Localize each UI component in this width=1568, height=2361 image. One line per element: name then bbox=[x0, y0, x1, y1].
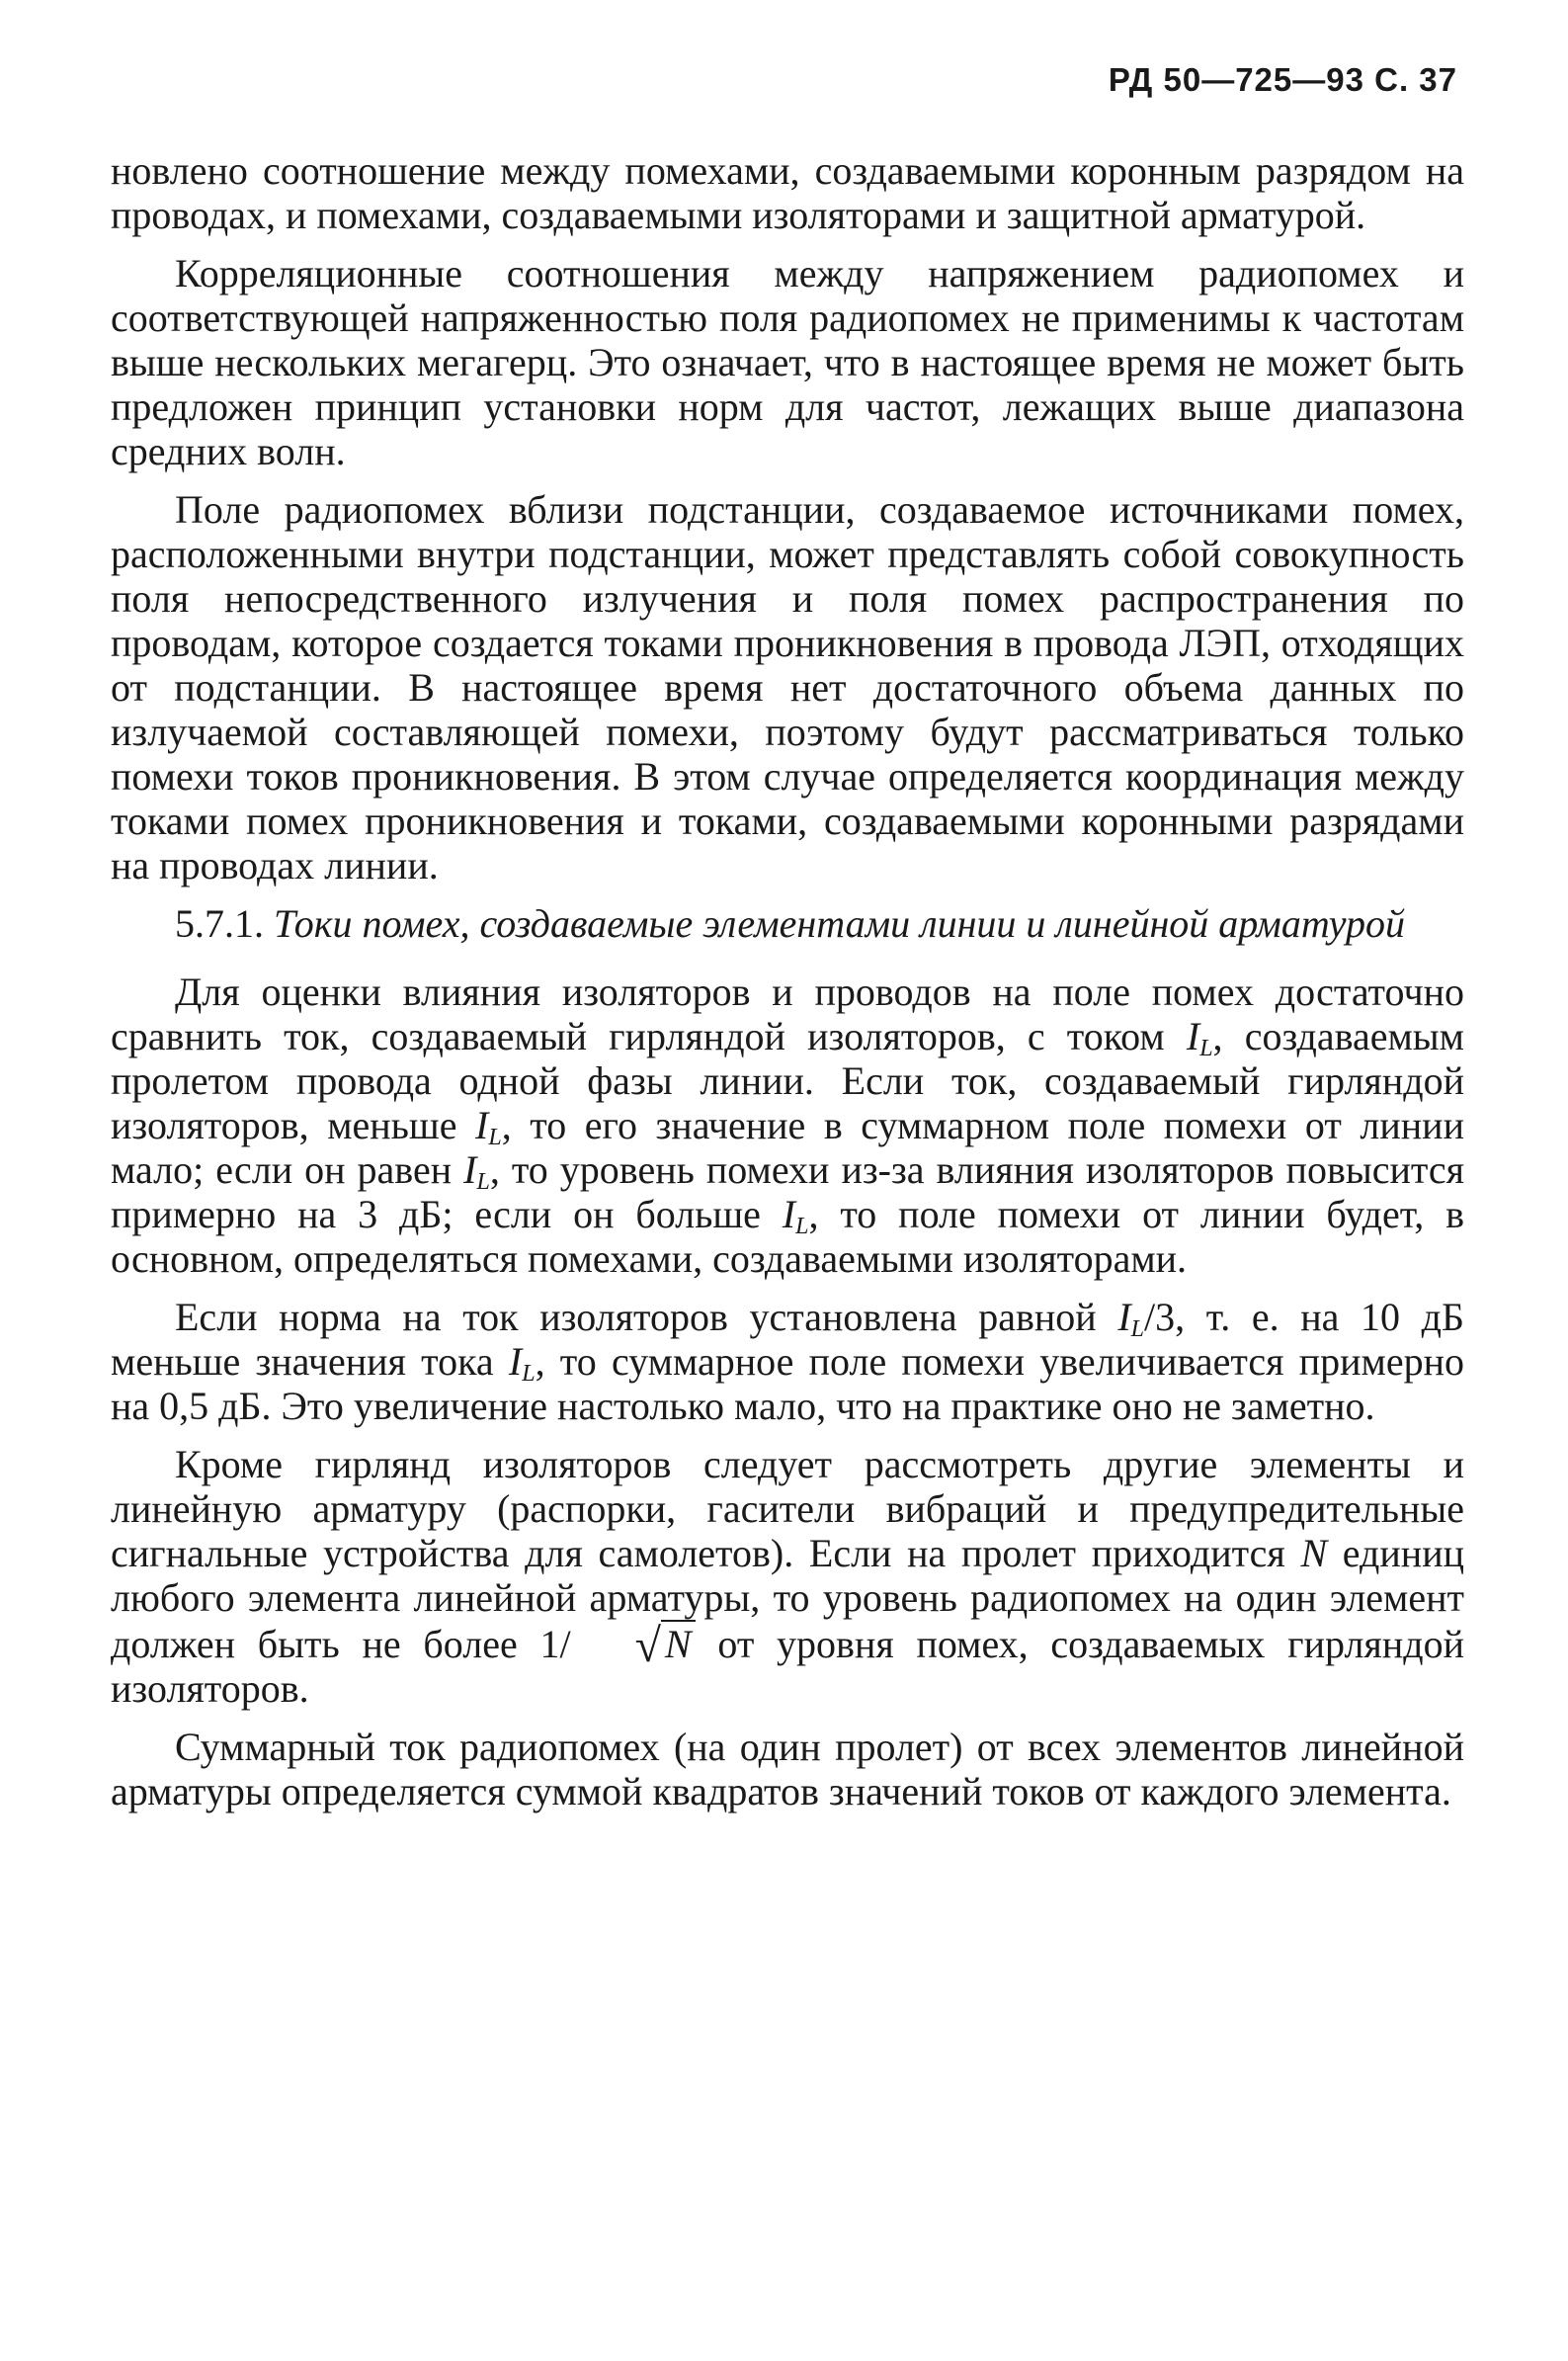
text-fragment: , то поле помехи от линии будет, в основном, определяться помехами, создаваемыми изоляторами. bbox=[111, 1192, 1464, 1281]
paragraph-insulator-comparison bbox=[111, 970, 1464, 1281]
section-heading-5-7-1 bbox=[111, 901, 1464, 946]
text-fragment: , то его значение в суммарном поле помехи от линии мало; если он равен bbox=[111, 1103, 1464, 1192]
paragraph-line-fittings bbox=[111, 1442, 1464, 1711]
page-header: РД 50—725—93 С. 37 bbox=[1108, 61, 1457, 98]
symbol-il: $I_L$ bbox=[475, 1103, 502, 1150]
text-fragment: , то уровень помехи из-за влияния изоляторов повысится примерно на 3 дБ; если он больше bbox=[111, 1147, 1465, 1236]
paragraph-norm bbox=[111, 1295, 1464, 1428]
symbol-il: $I_L$ bbox=[1186, 1014, 1213, 1061]
paragraph-continuation: новлено соотношение между помехами, создаваемыми коронным разрядом на проводах, и помехами, создаваемыми изоляторами и защитной арматурой. bbox=[111, 148, 1464, 237]
body-text bbox=[111, 148, 1464, 1827]
symbol-il: $I_L$ bbox=[1117, 1295, 1145, 1342]
text-fragment: от уровня помех, создаваемых гирляндой изоляторов. bbox=[111, 1622, 1464, 1711]
section-title: Токи помех, создаваемые элементами линии и линейной арматурой bbox=[264, 901, 1405, 946]
symbol-n: N bbox=[1300, 1531, 1328, 1575]
paragraph-total-current: Суммарный ток радиопомех (на один пролет) от всех элементов линейной арматуры определяется суммой квадратов значений токов от каждого элемента. bbox=[111, 1725, 1464, 1813]
text-fragment: /3, т. е. на 10 дБ меньше значения тока bbox=[111, 1295, 1464, 1384]
text-fragment: , то суммарное поле помехи увеличивается примерно на 0,5 дБ. Это увеличение настолько мало, что на практике оно не заметно. bbox=[111, 1339, 1464, 1428]
symbol-il: $I_L$ bbox=[508, 1339, 536, 1387]
text-fragment: единиц любого элемента линейной арматуры, то уровень радиопомех на один элемент должен быть не более bbox=[111, 1531, 1465, 1666]
paragraph-correlation: Корреляционные соотношения между напряжением радиопомех и соответствующей напряженностью поля радиопомех не применимы к частотам выше нескольких мегагерц. Это означает, что в настоящее время не может быть предложен принцип установки норм для частот, лежащих выше диапазона средних волн. bbox=[111, 251, 1464, 473]
symbol-il: $I_L$ bbox=[463, 1147, 490, 1195]
formula-one-over-sqrt-n: 1/ √ N bbox=[539, 1622, 695, 1666]
text-fragment: Если норма на ток изоляторов установлена равной bbox=[175, 1295, 1118, 1339]
text-fragment: Для оценки влияния изоляторов и проводов на поле помех достаточно сравнить ток, создаваемый гирляндой изоляторов, с током bbox=[111, 970, 1464, 1058]
text-fragment: , создаваемым пролетом провода одной фазы линии. Если ток, создаваемый гирляндой изоляторов, меньше bbox=[111, 1014, 1464, 1147]
paragraph-substation-field: Поле радиопомех вблизи подстанции, создаваемое источниками помех, расположенными внутри подстанции, может представлять собой совокупность поля непосредственного излучения и поля помех распространения по проводам, которое создается токами проникновения в провода ЛЭП, отходящих от подстанции. В настоящее время нет достаточного объема данных по излучаемой составляющей помехи, поэтому будут рассматриваться только помехи токов проникновения. В этом случае определяется координация между токами помех проникновения и токами, создаваемыми коронными разрядами на проводах линии. bbox=[111, 487, 1464, 887]
section-number: 5.7.1. bbox=[175, 901, 264, 946]
text-fragment: Кроме гирлянд изоляторов следует рассмотреть другие элементы и линейную арматуру (распорки, гасители вибраций и предупредительные сигнальные устройства для самолетов). Если на пролет приходится bbox=[111, 1442, 1464, 1575]
symbol-il: $I_L$ bbox=[782, 1192, 809, 1239]
